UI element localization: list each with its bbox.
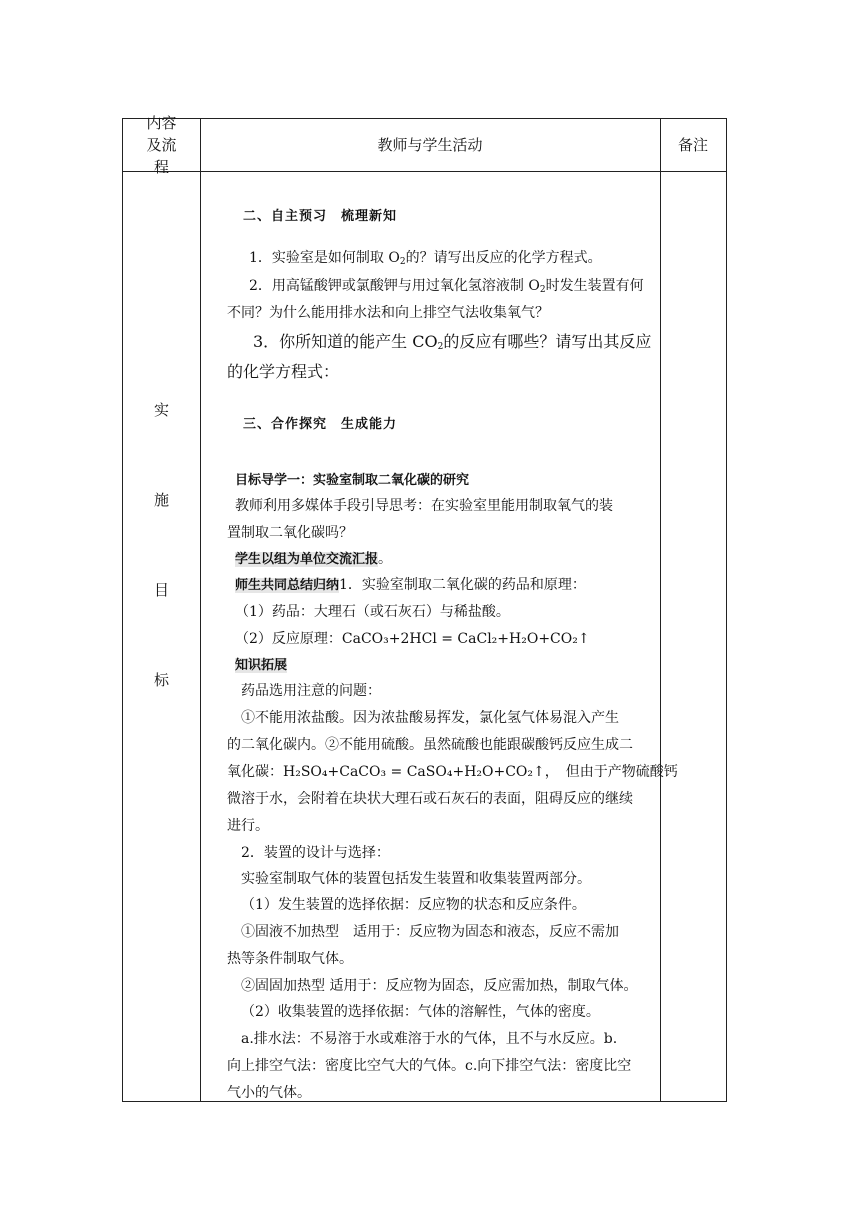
side-label-char: 标 xyxy=(153,671,169,689)
paragraph: 热等条件制取气体。 xyxy=(227,951,353,967)
side-label-char: 施 xyxy=(153,491,169,509)
paragraph: 进行。 xyxy=(227,818,269,834)
paragraph: 的二氧化碳内。②不能用硫酸。虽然硫酸也能跟碳酸钙反应生成二 xyxy=(227,737,633,753)
paragraph: 微溶于水，会附着在块状大理石或石灰石的表面，阻碍反应的继续 xyxy=(227,791,633,807)
question-1: 1．实验室是如何制取 $O_2$的？请写出反应的化学方程式。 xyxy=(249,250,602,267)
column-divider xyxy=(660,119,661,1101)
header-activities: 教师与学生活动 xyxy=(377,136,483,154)
side-label-char: 目 xyxy=(153,581,169,599)
paragraph: 氧化碳：H₂SO₄+CaCO₃ = CaSO₄+H₂O+CO₂↑， 但由于产物硫酸钙 xyxy=(227,764,678,780)
goal-heading: 目标导学一：实验室制取二氧化碳的研究 xyxy=(235,473,470,488)
paragraph: 师生共同总结归纳1．实验室制取二氧化碳的药品和原理： xyxy=(235,577,586,593)
column-divider xyxy=(200,119,201,1101)
paragraph: 教师利用多媒体手段引导思考：在实验室里能用制取氧气的装 xyxy=(235,498,613,514)
lesson-plan-table xyxy=(122,114,727,1102)
paragraph: 实验室制取气体的装置包括发生装置和收集装置两部分。 xyxy=(241,871,591,887)
question-3: 3．你所知道的能产生 $CO_2$的反应有哪些？请写出其反应 xyxy=(253,332,652,352)
paragraph: 置制取二氧化碳吗？ xyxy=(227,525,353,541)
reaction-equation: （2）反应原理：CaCO₃+2HCl = CaCl₂+H₂O+CO₂↑ xyxy=(235,631,590,647)
paragraph: 2．装置的设计与选择： xyxy=(241,845,390,861)
paragraph: （1）药品：大理石（或石灰石）与稀盐酸。 xyxy=(235,604,510,620)
header-notes: 备注 xyxy=(677,136,708,154)
paragraph: （1）发生装置的选择依据：反应物的状态和反应条件。 xyxy=(241,897,586,913)
paragraph: ②固固加热型 适用于：反应物为固态，反应需加热，制取气体。 xyxy=(241,978,638,994)
knowledge-extension-label: 知识拓展 xyxy=(235,658,288,673)
question-2: 2．用高锰酸钾或氯酸钾与用过氧化氢溶液制 $O_2$时发生装置有何 xyxy=(249,278,644,295)
paragraph: 学生以组为单位交流汇报。 xyxy=(235,551,393,567)
header-content-flow: 内容及流程 xyxy=(146,114,177,176)
paragraph: 药品选用注意的问题： xyxy=(241,683,381,699)
question-3-cont: 的化学方程式： xyxy=(227,362,340,381)
header-divider xyxy=(123,171,726,172)
section-title-explore: 三、合作探究 生成能力 xyxy=(243,417,398,432)
paragraph: 气小的气体。 xyxy=(227,1085,311,1101)
paragraph: ①不能用浓盐酸。因为浓盐酸易挥发，氯化氢气体易混入产生 xyxy=(241,710,619,726)
side-label-char: 实 xyxy=(153,401,169,419)
question-2-cont: 不同？为什么能用排水法和向上排空气法收集氧气？ xyxy=(227,305,549,321)
paragraph: 向上排空气法：密度比空气大的气体。c.向下排空气法：密度比空 xyxy=(227,1058,632,1074)
section-title-preview: 二、自主预习 梳理新知 xyxy=(243,209,398,224)
paragraph: （2）收集装置的选择依据：气体的溶解性，气体的密度。 xyxy=(241,1004,600,1020)
paragraph: a.排水法：不易溶于水或难溶于水的气体，且不与水反应。b. xyxy=(241,1031,618,1047)
paragraph: ①固液不加热型 适用于：反应物为固态和液态，反应不需加 xyxy=(241,924,619,940)
